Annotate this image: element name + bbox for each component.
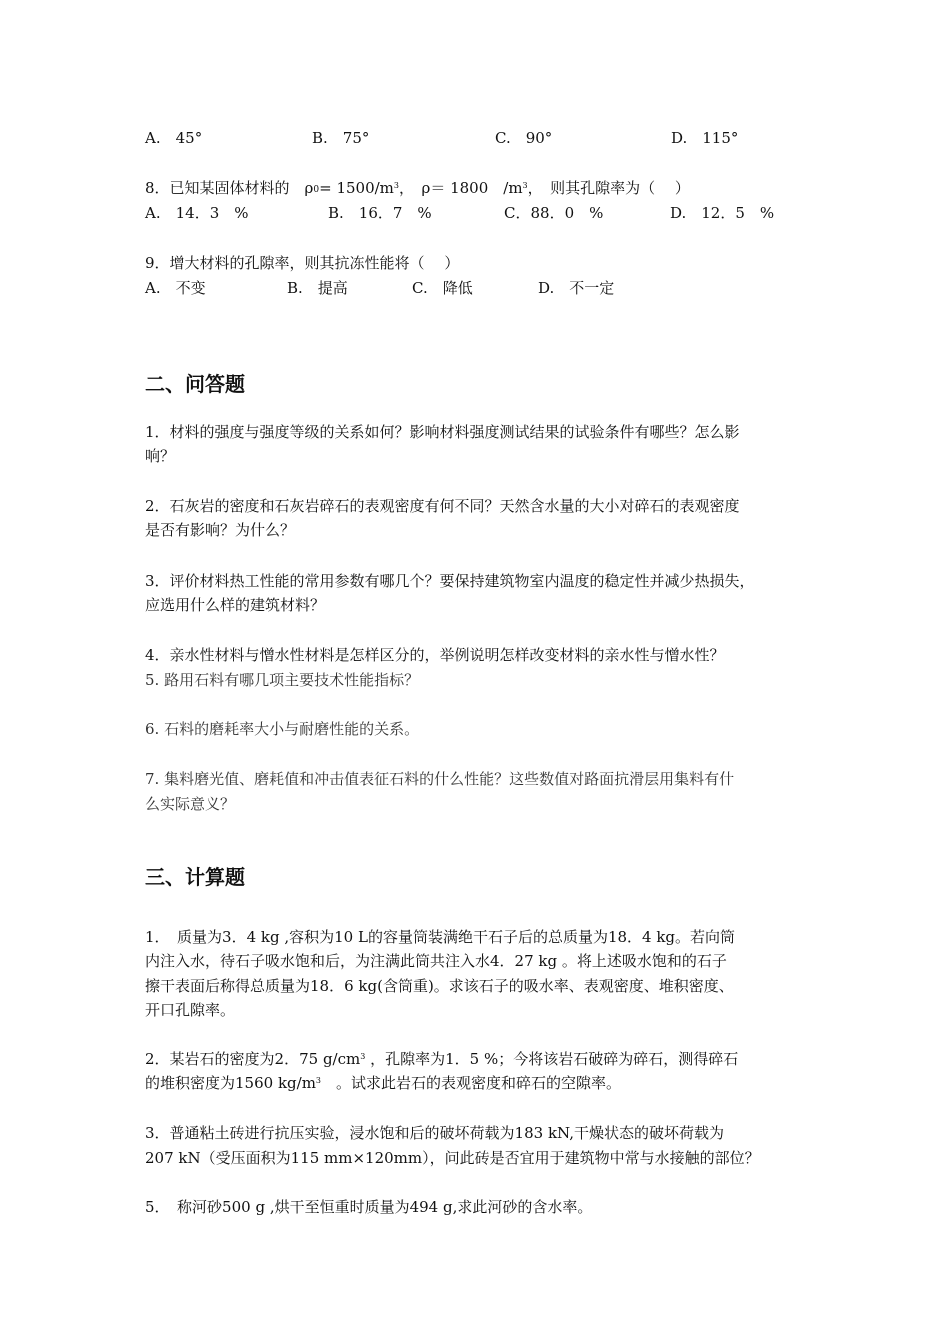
qa-3-line2: 应选用什么样的建筑材料？ <box>145 596 326 614</box>
calc-3-line1: 3．普通粘土砖进行抗压实验，浸水饱和后的破坏荷载为183 kN,干燥状态的破坏荷载为 <box>145 1124 724 1142</box>
q9-option-a: A. 不变 <box>145 279 206 297</box>
qa-2-line1: 2．石灰岩的密度和石灰岩碎石的表观密度有何不同？天然含水量的大小对碎石的表观密度 <box>145 497 740 515</box>
q9-option-c: C. 降低 <box>412 279 473 297</box>
q8-option-c: C．88．0 % <box>504 204 604 222</box>
q7-option-a: A. 45° <box>145 129 203 147</box>
calc-1-line2: 内注入水，待石子吸水饱和后，为注满此筒共注入水4．27 kg 。将上述吸水饱和的石子 <box>145 952 727 970</box>
calc-1-line3: 擦干表面后称得总质量为18．6 kg(含筒重)。求该石子的吸水率、表观密度、堆积密度、 <box>145 977 734 995</box>
qa-7-line1: 7. 集料磨光值、磨耗值和冲击值表征石料的什么性能？这些数值对路面抗滑层用集料有什 <box>145 770 735 788</box>
q8-option-d: D. 12．5 % <box>670 204 775 222</box>
calc-1-line1: 1． 质量为3．4 kg ,容积为10 L的容量筒装满绝干石子后的总质量为18．4 kg。若向筒 <box>145 928 736 946</box>
calc-2-line1: 2．某岩石的密度为2．75 $g/cm^3$ ，孔隙率为1．5 %；今将该岩石破碎为碎石，测得碎石 <box>145 1050 739 1068</box>
qa-7-line2: 么实际意义？ <box>145 795 236 813</box>
qa-1-line1: 1．材料的强度与强度等级的关系如何？影响材料强度测试结果的试验条件有哪些？怎么影 <box>145 423 740 441</box>
calc-2-line2: 的堆积密度为1560 $kg/m^3$ 。试求此岩石的表观密度和碎石的空隙率。 <box>145 1074 622 1092</box>
qa-6: 6. 石料的磨耗率大小与耐磨性能的关系。 <box>145 720 420 738</box>
section-title-calc: 三、计算题 <box>145 865 245 889</box>
section-title-qa: 二、问答题 <box>145 372 245 396</box>
q8-option-a: A. 14．3 % <box>145 204 249 222</box>
calc-5: 5． 称河砂500 g ,烘干至恒重时质量为494 g,求此河砂的含水率。 <box>145 1198 593 1216</box>
qa-4: 4．亲水性材料与憎水性材料是怎样区分的，举例说明怎样改变材料的亲水性与憎水性？ <box>145 646 725 664</box>
q7-option-b: B. 75° <box>312 129 370 147</box>
qa-5: 5. 路用石料有哪几项主要技术性能指标？ <box>145 671 420 689</box>
q7-option-d: D. 115° <box>671 129 739 147</box>
qa-2-line2: 是否有影响？为什么？ <box>145 521 296 539</box>
q7-option-c: C. 90° <box>495 129 553 147</box>
q9-stem: 9．增大材料的孔隙率，则其抗冻性能将（ ） <box>145 254 460 272</box>
qa-1-line2: 响？ <box>145 447 176 465</box>
calc-3-line2: 207 kN（受压面积为115 mm×120mm），问此砖是否宜用于建筑物中常与水接触的部位？ <box>145 1149 760 1167</box>
q8-stem: 8．已知某固体材料的 $\rho_0= 1500/m^3$， ρ＝ 1800 $/m^3$， 则其孔隙率为（ ） <box>145 179 690 197</box>
q9-option-d: D. 不一定 <box>538 279 615 297</box>
q9-option-b: B. 提高 <box>287 279 348 297</box>
qa-3-line1: 3．评价材料热工性能的常用参数有哪几个？要保持建筑物室内温度的稳定性并减少热损失， <box>145 572 755 590</box>
q8-option-b: B. 16．7 % <box>328 204 432 222</box>
calc-1-line4: 开口孔隙率。 <box>145 1001 236 1019</box>
